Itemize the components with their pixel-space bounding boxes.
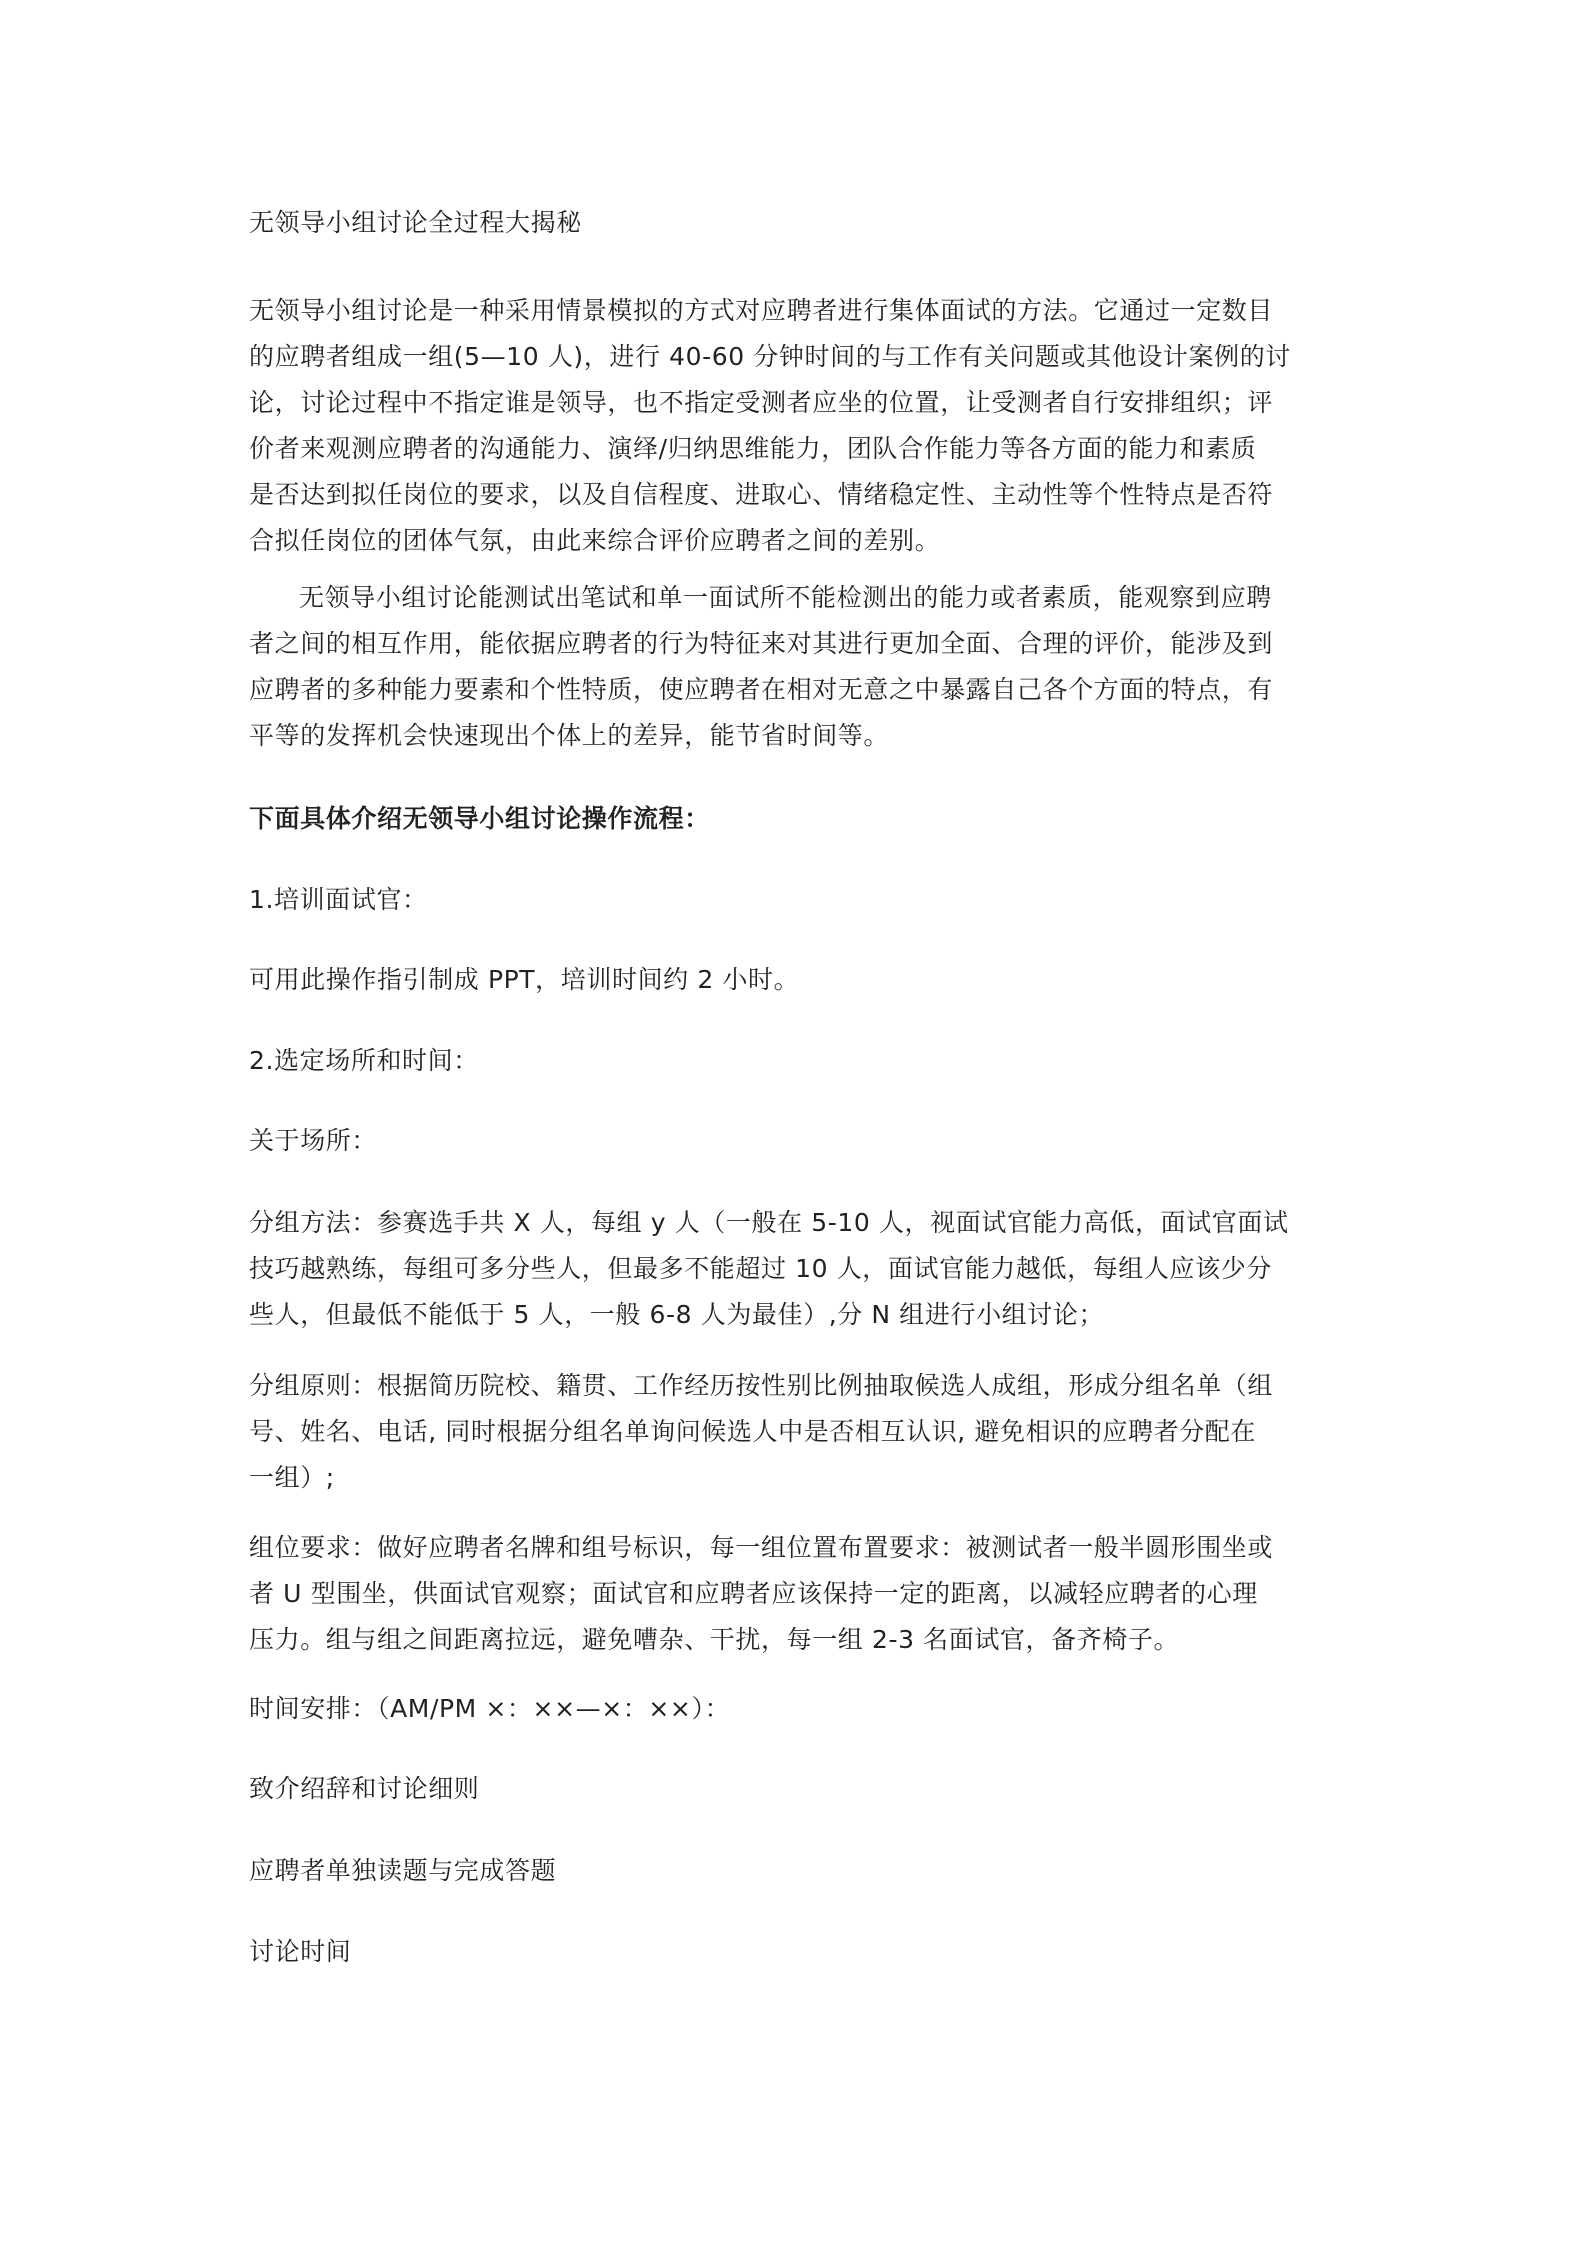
seating-line: 者 U 型围坐，供面试官观察；面试官和应聘者应该保持一定的距离，以减轻应聘者的心理: [249, 1579, 1258, 1608]
grouping-method-line: 些人，但最低不能低于 5 人，一般 6-8 人为最佳）,分 N 组进行小组讨论；: [249, 1300, 1105, 1329]
intro-paragraph: [249, 288, 1291, 564]
step1-heading: 1.培训面试官：: [249, 885, 428, 914]
advantages-line: 无领导小组讨论能测试出笔试和单一面试所不能检测出的能力或者素质，能观察到应聘: [299, 583, 1272, 612]
document-title: 无领导小组讨论全过程大揭秘: [249, 208, 582, 237]
intro-line: 合拟任岗位的团体气氛，由此来综合评价应聘者之间的差别。: [249, 526, 941, 555]
seating-line: 压力。组与组之间距离拉远，避免嘈杂、干扰，每一组 2-3 名面试官，备齐椅子。: [249, 1625, 1180, 1654]
schedule-heading: 时间安排：（AM/PM ×：××—×：××）：: [249, 1694, 731, 1723]
grouping-principle-line: 一组）;: [249, 1463, 335, 1492]
intro-line: 是否达到拟任岗位的要求，以及自信程度、进取心、情绪稳定性、主动性等个性特点是否符: [249, 480, 1274, 509]
process-heading: 下面具体介绍无领导小组讨论操作流程：: [249, 804, 710, 833]
step1-text: 可用此操作指引制成 PPT，培训时间约 2 小时。: [249, 965, 800, 994]
schedule-item: 致介绍辞和讨论细则: [249, 1774, 480, 1803]
grouping-method-line: 技巧越熟练，每组可多分些人，但最多不能超过 10 人，面试官能力越低，每组人应该少分: [249, 1254, 1272, 1283]
intro-line: 价者来观测应聘者的沟通能力、演绎/归纳思维能力，团队合作能力等各方面的能力和素质: [249, 434, 1257, 463]
intro-line: 论，讨论过程中不指定谁是领导，也不指定受测者应坐的位置，让受测者自行安排组织；评: [249, 388, 1274, 417]
grouping-principle-line: 号、姓名、电话, 同时根据分组名单询问候选人中是否相互认识, 避免相识的应聘者分配在: [249, 1417, 1256, 1446]
advantages-paragraph: [249, 575, 1273, 759]
schedule-item: 应聘者单独读题与完成答题: [249, 1856, 557, 1885]
step2-heading: 2.选定场所和时间：: [249, 1046, 479, 1075]
grouping-principle-paragraph: [249, 1363, 1273, 1501]
grouping-method-line: 分组方法：参赛选手共 X 人，每组 y 人（一般在 5-10 人，视面试官能力高低，面试官面试: [249, 1208, 1289, 1237]
grouping-principle-line: 分组原则：根据简历院校、籍贯、工作经历按性别比例抽取候选人成组，形成分组名单（组: [249, 1371, 1274, 1400]
grouping-method-paragraph: [249, 1200, 1289, 1338]
advantages-line: 者之间的相互作用，能依据应聘者的行为特征来对其进行更加全面、合理的评价，能涉及到: [249, 629, 1274, 658]
advantages-line: 应聘者的多种能力要素和个性特质，使应聘者在相对无意之中暴露自己各个方面的特点，有: [249, 675, 1274, 704]
seating-paragraph: [249, 1525, 1273, 1663]
intro-line: 的应聘者组成一组(5—10 人)，进行 40-60 分钟时间的与工作有关问题或其他设计案例的讨: [249, 342, 1291, 371]
schedule-item: 讨论时间: [249, 1937, 352, 1966]
advantages-line: 平等的发挥机会快速现出个体上的差异，能节省时间等。: [249, 721, 890, 750]
intro-line: 无领导小组讨论是一种采用情景模拟的方式对应聘者进行集体面试的方法。它通过一定数目: [249, 296, 1274, 325]
seating-line: 组位要求：做好应聘者名牌和组号标识，每一组位置布置要求：被测试者一般半圆形围坐或: [249, 1533, 1274, 1562]
venue-heading: 关于场所：: [249, 1126, 378, 1155]
